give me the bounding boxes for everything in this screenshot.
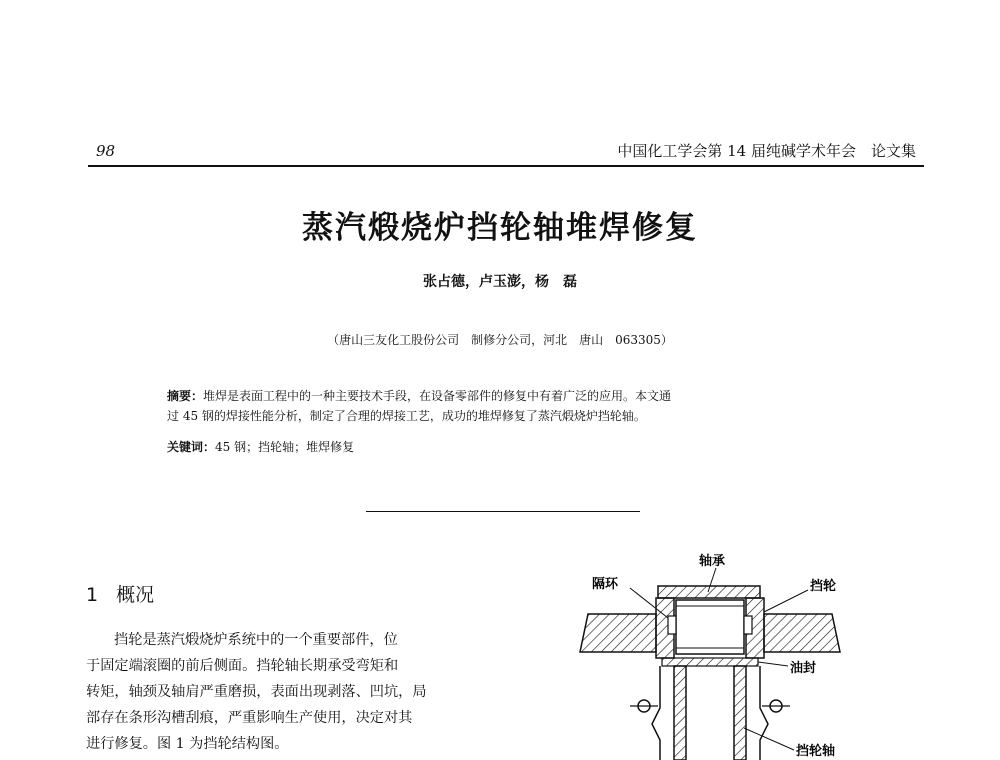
header-rule bbox=[88, 165, 924, 167]
figure-drawing bbox=[576, 548, 876, 760]
body-line: 进行修复。图 1 为挡轮结构图。 bbox=[86, 736, 289, 752]
page-number: 98 bbox=[96, 142, 116, 160]
keywords-label: 关键词： bbox=[167, 440, 216, 454]
body-line: 挡轮是蒸汽煅烧炉系统中的一个重要部件，位 bbox=[114, 632, 398, 648]
abstract-line-2: 过 45 钢的焊接性能分析，制定了合理的焊接工艺，成功的堆焊修复了蒸汽煅烧炉挡轮轴。 bbox=[167, 409, 646, 423]
label-bearing: 轴承 bbox=[698, 554, 726, 569]
figure-wheel-structure bbox=[576, 548, 876, 760]
abstract-label: 摘要： bbox=[167, 389, 204, 403]
abstract-line-1: 堆焊是表面工程中的一种主要技术手段，在设备零部件的修复中有着广泛的应用。本文通 bbox=[203, 389, 672, 403]
body-paragraph bbox=[86, 627, 494, 757]
wheel-rim-right bbox=[764, 614, 840, 652]
oil-seal bbox=[662, 658, 758, 666]
spacer-ring-right bbox=[744, 616, 752, 634]
label-wheel: 挡轮 bbox=[810, 579, 837, 594]
label-shaft: 挡轮轴 bbox=[796, 744, 836, 759]
wheel-rim-left bbox=[580, 614, 656, 652]
abstract bbox=[167, 386, 847, 426]
keywords bbox=[167, 438, 847, 455]
shaft-wall-right bbox=[734, 666, 746, 760]
label-spacer-ring: 隔环 bbox=[592, 577, 619, 592]
authors: 张占德，卢玉澎，杨 磊 bbox=[423, 274, 577, 290]
separator-rule bbox=[366, 511, 640, 512]
section-number: 1 bbox=[86, 584, 99, 606]
running-header: 中国化工学会第 14 届纯碱学术年会 论文集 bbox=[617, 142, 916, 160]
shaft-wall-left bbox=[674, 666, 686, 760]
label-oil-seal: 油封 bbox=[790, 661, 817, 676]
body-line: 部存在条形沟槽刮痕，严重影响生产使用，决定对其 bbox=[86, 710, 413, 726]
section-heading bbox=[86, 580, 154, 607]
body-line: 于固定端滚圈的前后侧面。挡轮轴长期承受弯矩和 bbox=[86, 658, 399, 674]
paper-title: 蒸汽煅烧炉挡轮轴堆焊修复 bbox=[302, 210, 698, 246]
section-title: 概况 bbox=[116, 584, 155, 606]
bearing bbox=[676, 600, 744, 654]
keywords-text: 45 钢；挡轮轴；堆焊修复 bbox=[215, 440, 355, 454]
affiliation: （唐山三友化工股份公司 制修分公司，河北 唐山 063305） bbox=[327, 333, 673, 347]
body-line: 转矩，轴颈及轴肩严重磨损，表面出现剥落、凹坑，局 bbox=[86, 684, 427, 700]
spacer-ring-left bbox=[668, 616, 676, 634]
